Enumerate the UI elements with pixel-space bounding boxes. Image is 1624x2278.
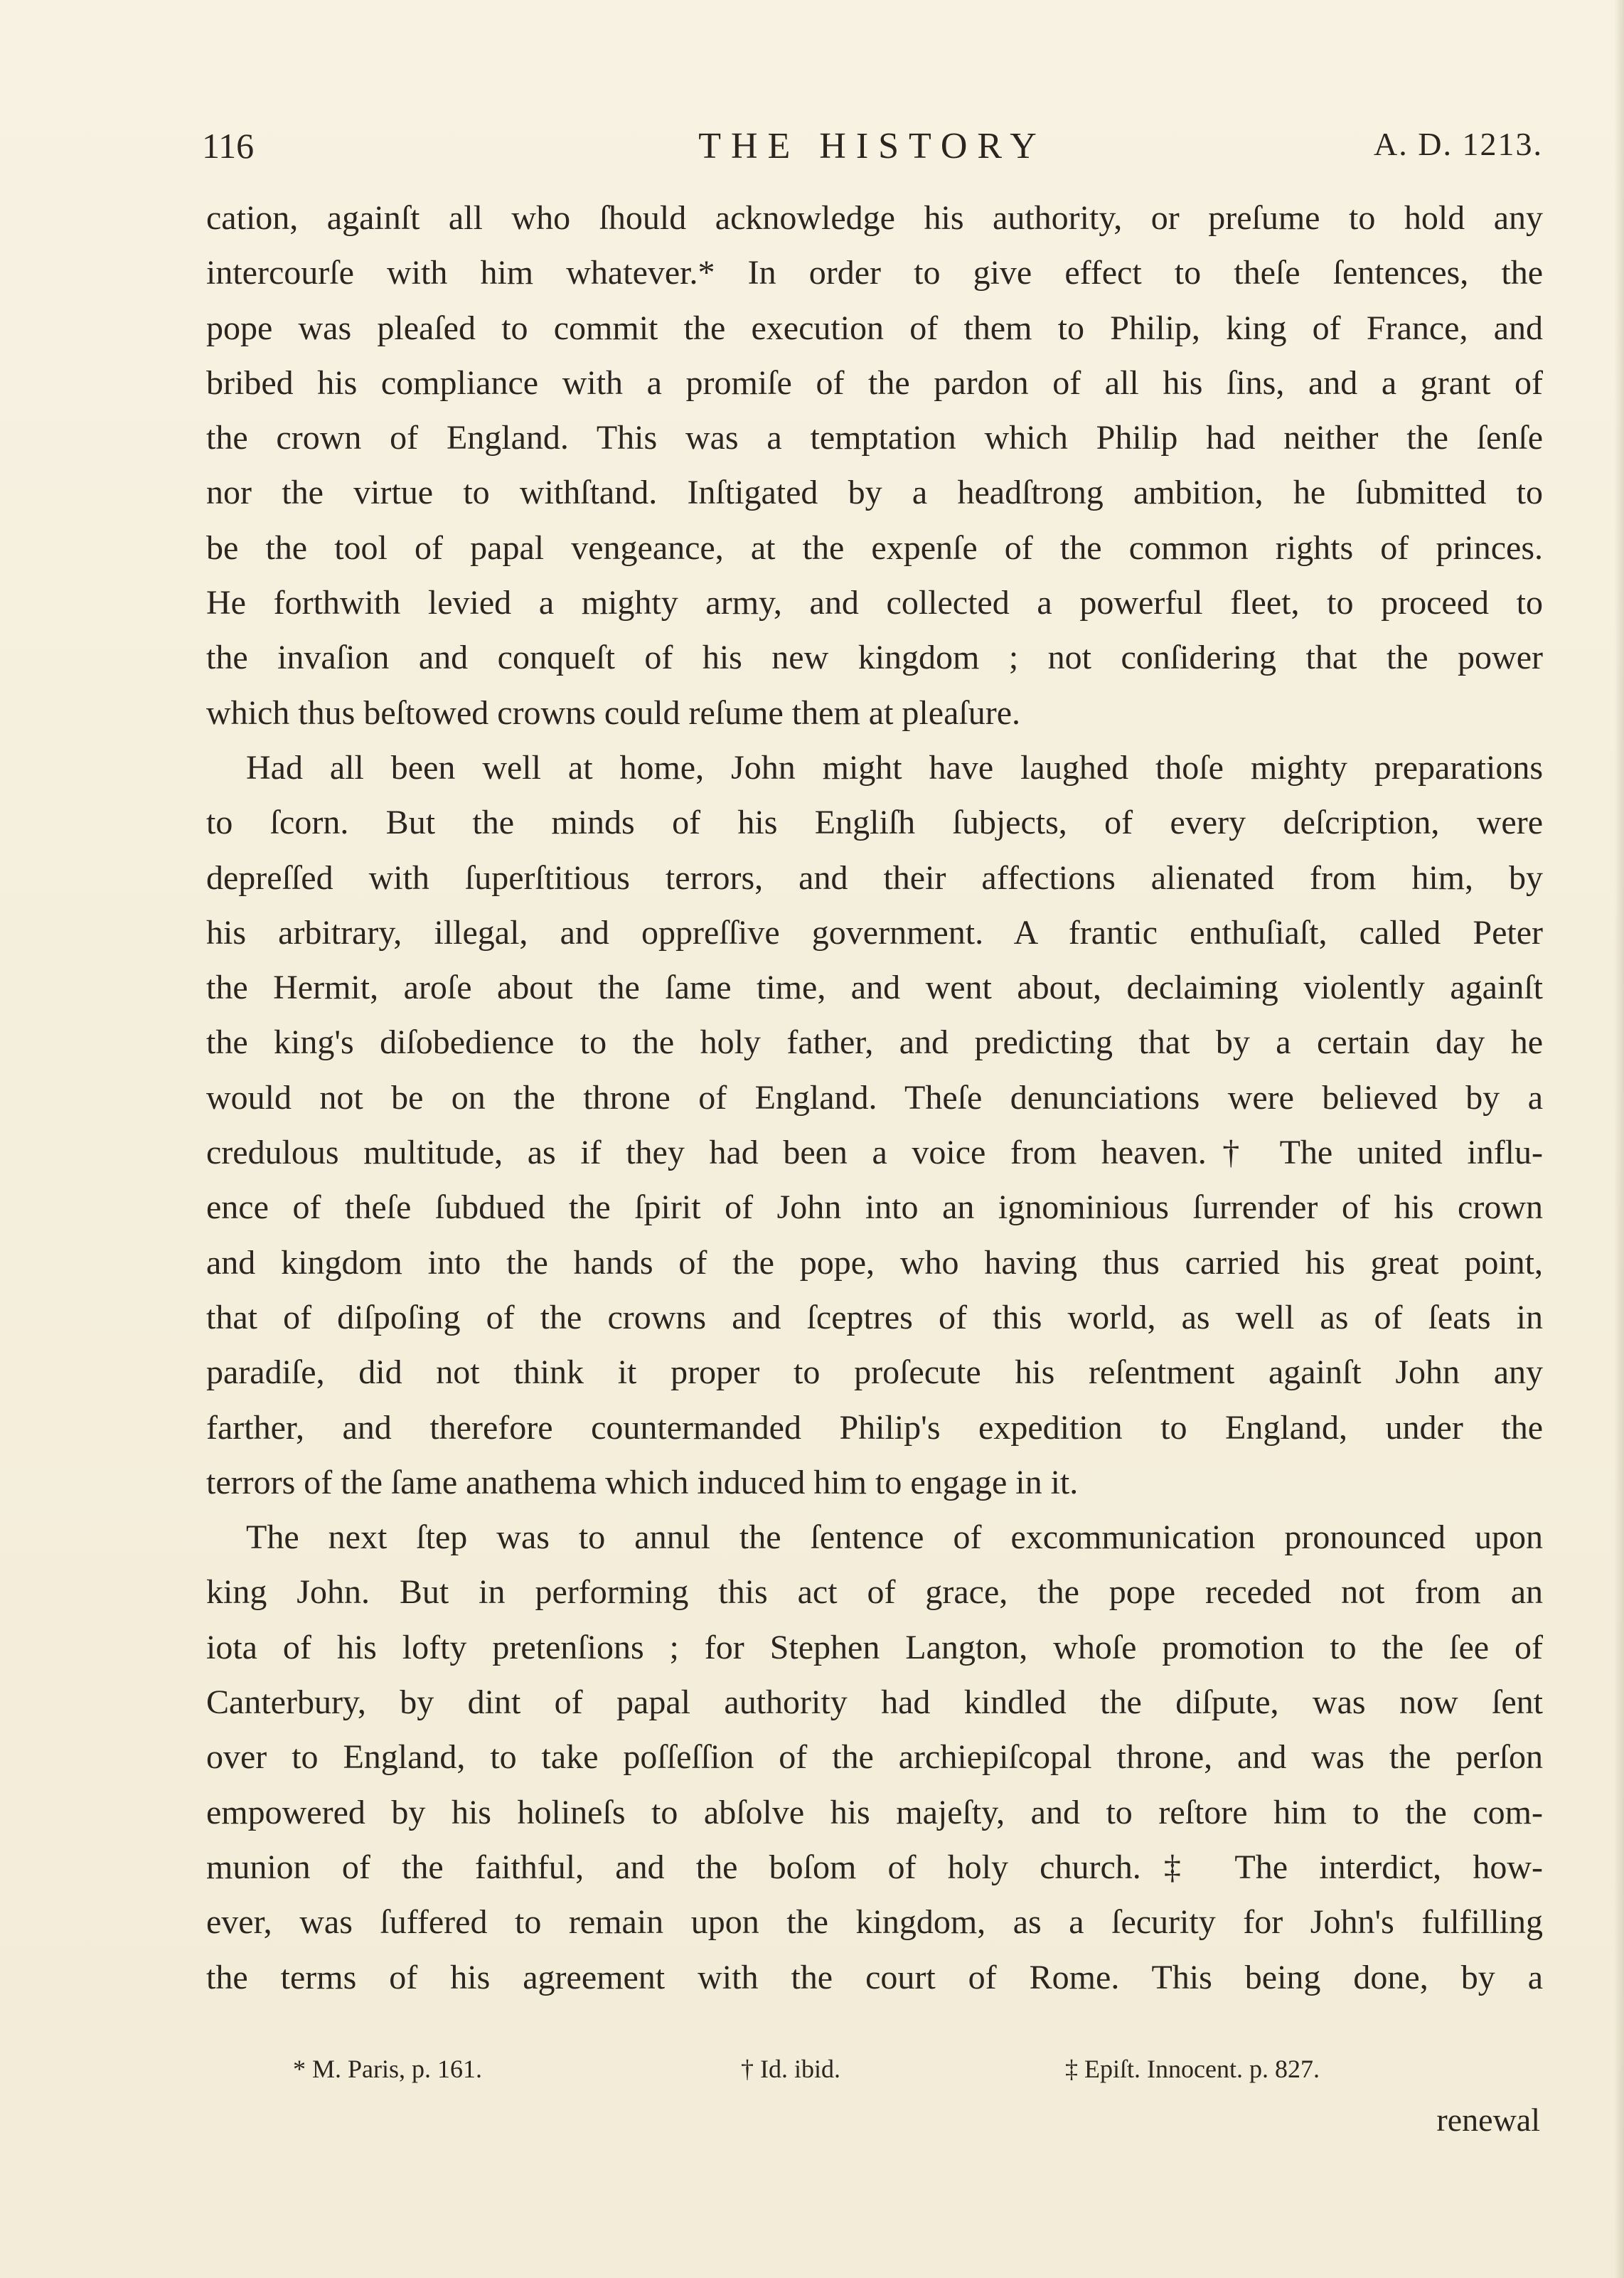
text-line: cation, againſt all who ſhould acknowledge his authority, or preſume to hold any [206,199,1543,237]
text-line: terrors of the ſame anathema which induced him to engage in it. [206,1463,1079,1501]
text-line: He forthwith levied a mighty army, and collected a powerful fleet, to proceed to [206,584,1543,622]
text-line: paradiſe, did not think it proper to proſecute his reſentment againſt John any [206,1353,1543,1392]
text-line: nor the virtue to withſtand. Inſtigated by a headſtrong ambition, he ſubmitted to [206,474,1543,512]
text-line: be the tool of papal vengeance, at the expenſe of the common rights of princes. [206,528,1543,567]
footnote: † Id. ibid. [741,2055,840,2083]
text-line: which thus beſtowed crowns could reſume them at pleaſure. [206,693,1020,732]
text-line: the invaſion and conqueſt of his new kingdom ; not conſidering that the power [206,639,1543,677]
text-line: the crown of England. This was a temptation which Philip had neither the ſenſe [206,419,1543,457]
page-edge-shadow [1614,0,1624,2278]
running-title: THE HISTORY [698,126,1047,166]
text-line: the Hermit, aroſe about the ſame time, and went about, declaiming violently againſt [206,969,1543,1007]
text-line: his arbitrary, illegal, and oppreſſive government. A frantic enthuſiaſt, called Peter [206,913,1543,952]
text-line: king John. But in performing this act of grace, the pope receded not from an [206,1573,1543,1612]
text-line: would not be on the throne of England. Theſe denunciations were believed by a [206,1078,1543,1117]
text-line: and kingdom into the hands of the pope, who having thus carried his great point, [206,1243,1543,1282]
footnote: ‡ Epiſt. Innocent. p. 827. [1065,2055,1320,2083]
text-line: Had all been well at home, John might have laughed thoſe mighty preparations [246,748,1543,787]
text-line: munion of the faithful, and the boſom of holy church.‡ The interdict, how- [206,1848,1543,1886]
text-line: over to England, to take poſſeſſion of the archiepiſcopal throne, and was the perſon [206,1738,1543,1777]
text-line: bribed his compliance with a promiſe of the pardon of all his ſins, and a grant of [206,363,1543,402]
text-line: ever, was ſuffered to remain upon the kingdom, as a ſecurity for John's fulfilling [206,1903,1543,1942]
text-line: empowered by his holineſs to abſolve his majeſty, and to reſtore him to the com- [206,1793,1543,1831]
paragraph [206,191,1543,740]
text-line: pope was pleaſed to commit the execution of them to Philip, king of France, and [206,309,1543,347]
text-line: credulous multitude, as if they had been a voice from heaven.† The united influ- [206,1134,1543,1172]
text-line: ence of theſe ſubdued the ſpirit of John into an ignominious ſurrender of his crown [206,1188,1543,1227]
body-text [206,191,1543,2005]
page-header [202,125,1543,182]
text-line: The next ſtep was to annul the ſentence of excommunication pronounced upon [246,1518,1543,1557]
text-line: iota of his lofty pretenſions ; for Stephen Langton, whoſe promotion to the ſee of [206,1628,1543,1666]
text-line: that of diſpoſing of the crowns and ſceptres of this world, as well as of ſeats in [206,1298,1543,1336]
paragraph [206,1510,1543,2005]
text-line: Canterbury, by dint of papal authority had kindled the diſpute, was now ſent [206,1683,1543,1722]
page-number: 116 [202,126,255,166]
text-line: depreſſed with ſuperſtitious terrors, and their affections alienated from him, by [206,858,1543,897]
year-marginal: A. D. 1213. [1374,126,1543,162]
text-line: to ſcorn. But the minds of his Engliſh ſubjects, of every deſcription, were [206,804,1543,842]
text-line: farther, and therefore countermanded Philip's expedition to England, under the [206,1408,1543,1447]
text-line: the king's diſobedience to the holy father, and predicting that by a certain day he [206,1023,1543,1062]
paragraph [206,740,1543,1510]
text-line: intercourſe with him whatever.* In order to give effect to theſe ſentences, the [206,254,1543,292]
footnote: * M. Paris, p. 161. [293,2055,483,2083]
footnotes [293,2054,1445,2097]
catchword: renewal [1436,2102,1540,2138]
text-line: the terms of his agreement with the court of Rome. This being done, by a [206,1958,1543,1996]
